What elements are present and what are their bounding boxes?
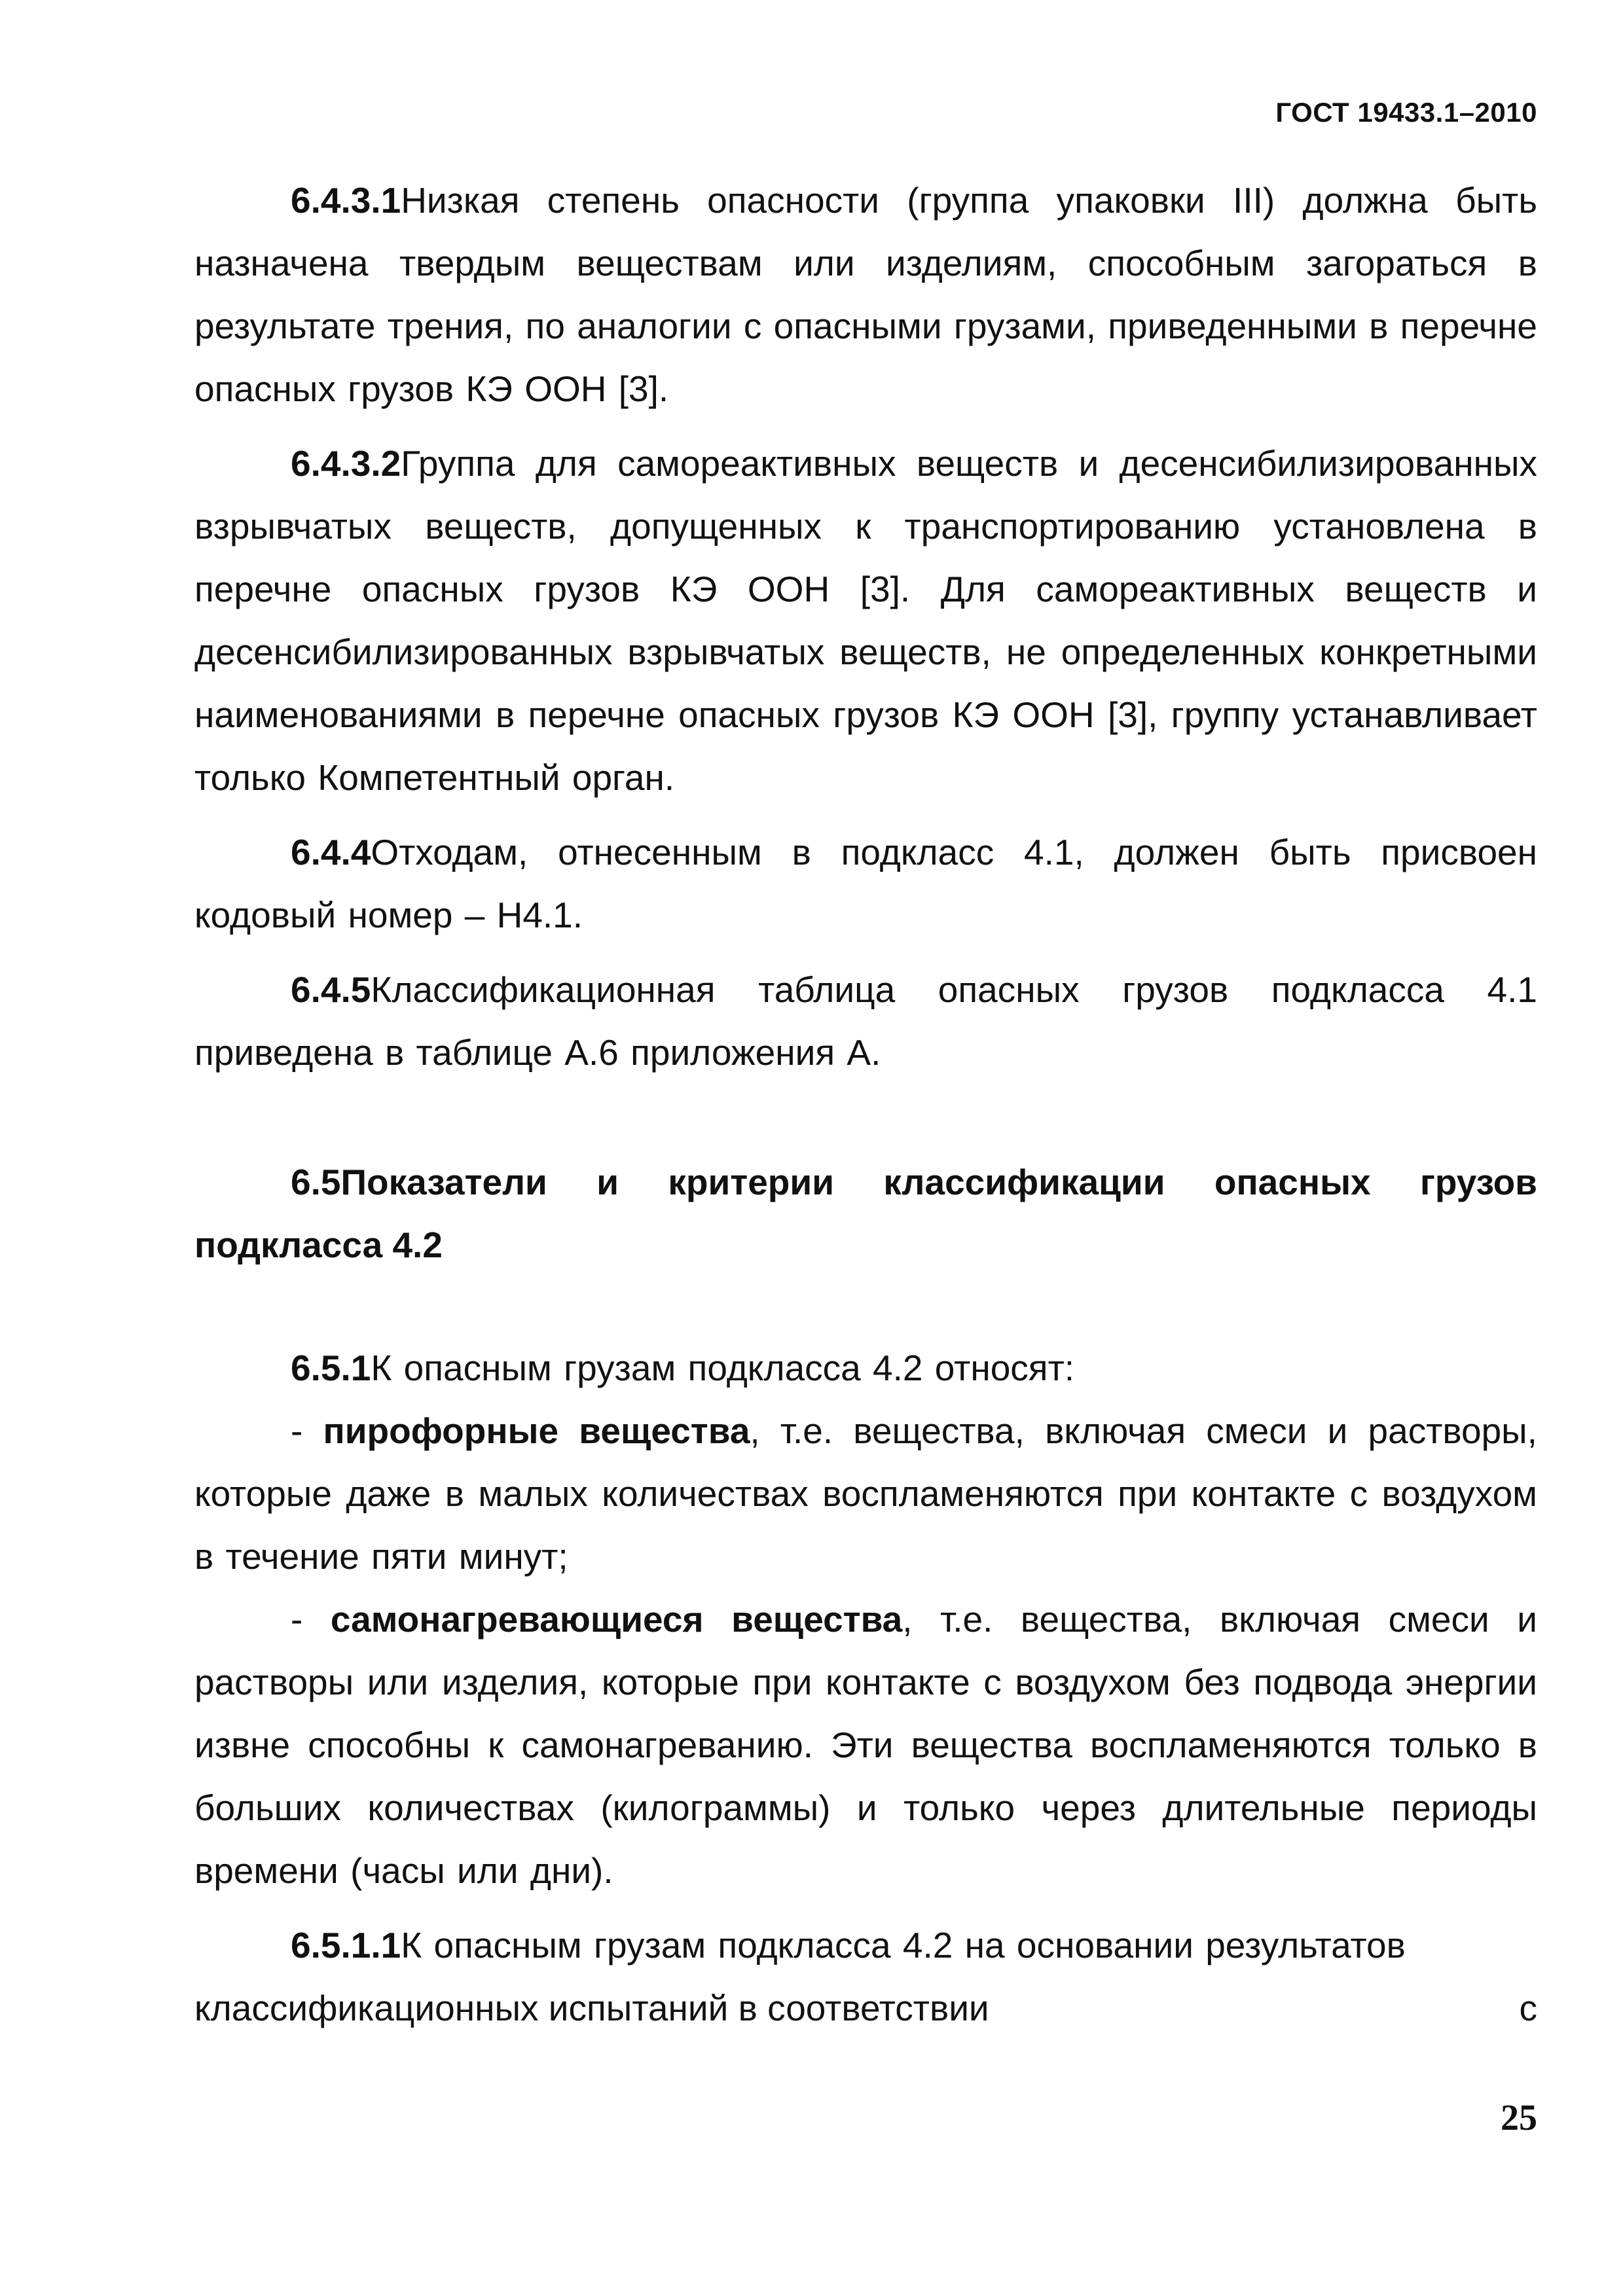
- paragraph-6-4-3-2: [194, 432, 1537, 809]
- clause-text: Классификационная таблица опасных грузов подкласса 4.1 приведена в таблице А.6 приложения А.: [194, 969, 1537, 1073]
- list-item-self-heating: [194, 1588, 1537, 1902]
- section-heading-6-5: [194, 1151, 1537, 1276]
- section-number: 6.5: [291, 1162, 341, 1202]
- clause-number: 6.4.4: [291, 832, 371, 872]
- clause-text: Низкая степень опасности (группа упаковки III) должна быть назначена твердым веществам или изделиям, способным загораться в результате трения, по аналогии с опасными грузами, приведенными в перечне опасных грузов КЭ ООН [3].: [194, 180, 1537, 409]
- document-body: [194, 169, 1537, 2039]
- paragraph-6-5-1-1-line-2: [194, 1977, 1537, 2039]
- paragraph-6-5-1: [194, 1336, 1537, 1399]
- clause-number: 6.5.1.1: [291, 1925, 401, 1965]
- clause-number: 6.4.3.2: [291, 443, 401, 484]
- clause-text-continued: классификационных испытаний в соответствии: [194, 1988, 989, 2028]
- clause-number: 6.4.3.1: [291, 180, 401, 221]
- section-title: Показатели и критерии классификации опасных грузов подкласса 4.2: [194, 1162, 1537, 1265]
- clause-text: К опасным грузам подкласса 4.2 относят:: [371, 1348, 1075, 1388]
- paragraph-6-4-4: [194, 821, 1537, 946]
- list-dash: -: [291, 1410, 323, 1451]
- clause-number: 6.4.5: [291, 969, 371, 1010]
- clause-text: Отходам, отнесенным в подкласс 4.1, должен быть присвоен кодовый номер – Н4.1.: [194, 832, 1537, 935]
- page-number: 25: [1501, 2098, 1537, 2138]
- term-pyrophoric: пирофорные вещества: [323, 1410, 750, 1451]
- term-definition: , т.е. вещества, включая смеси и растворы или изделия, которые при контакте с воздухом без подвода энергии извне способны к самонагреванию. Эти вещества воспламеняются только в больших количествах (килограммы) и только через длительные периоды времени (часы или дни).: [194, 1599, 1538, 1891]
- clause-text: К опасным грузам подкласса 4.2 на основании результатов: [401, 1925, 1406, 1965]
- clause-text: Группа для самореактивных веществ и десенсибилизированных взрывчатых веществ, допущенных к транспортированию установлена в перечне опасных грузов КЭ ООН [3]. Для самореактивных веществ и десенсибилизированных взрывчатых веществ, не определенных конкретными наименованиями в перечне опасных грузов КЭ ООН [3], группу устанавливает только Компетентный орган.: [194, 443, 1537, 798]
- clause-text-trailing-word: с: [1519, 1988, 1537, 2028]
- list-dash: -: [291, 1599, 331, 1640]
- term-self-heating: самонагревающиеся вещества: [330, 1599, 903, 1640]
- clause-number: 6.5.1: [291, 1348, 371, 1388]
- paragraph-6-4-5: [194, 958, 1537, 1084]
- document-code-header: ГОСТ 19433.1–2010: [1275, 97, 1537, 128]
- term-definition: , т.е. вещества, включая смеси и растворы, которые даже в малых количествах воспламеняются при контакте с воздухом в течение пяти минут;: [194, 1410, 1537, 1577]
- list-item-pyrophoric: [194, 1399, 1537, 1588]
- paragraph-6-5-1-1: [194, 1914, 1537, 1977]
- paragraph-6-4-3-1: [194, 169, 1537, 420]
